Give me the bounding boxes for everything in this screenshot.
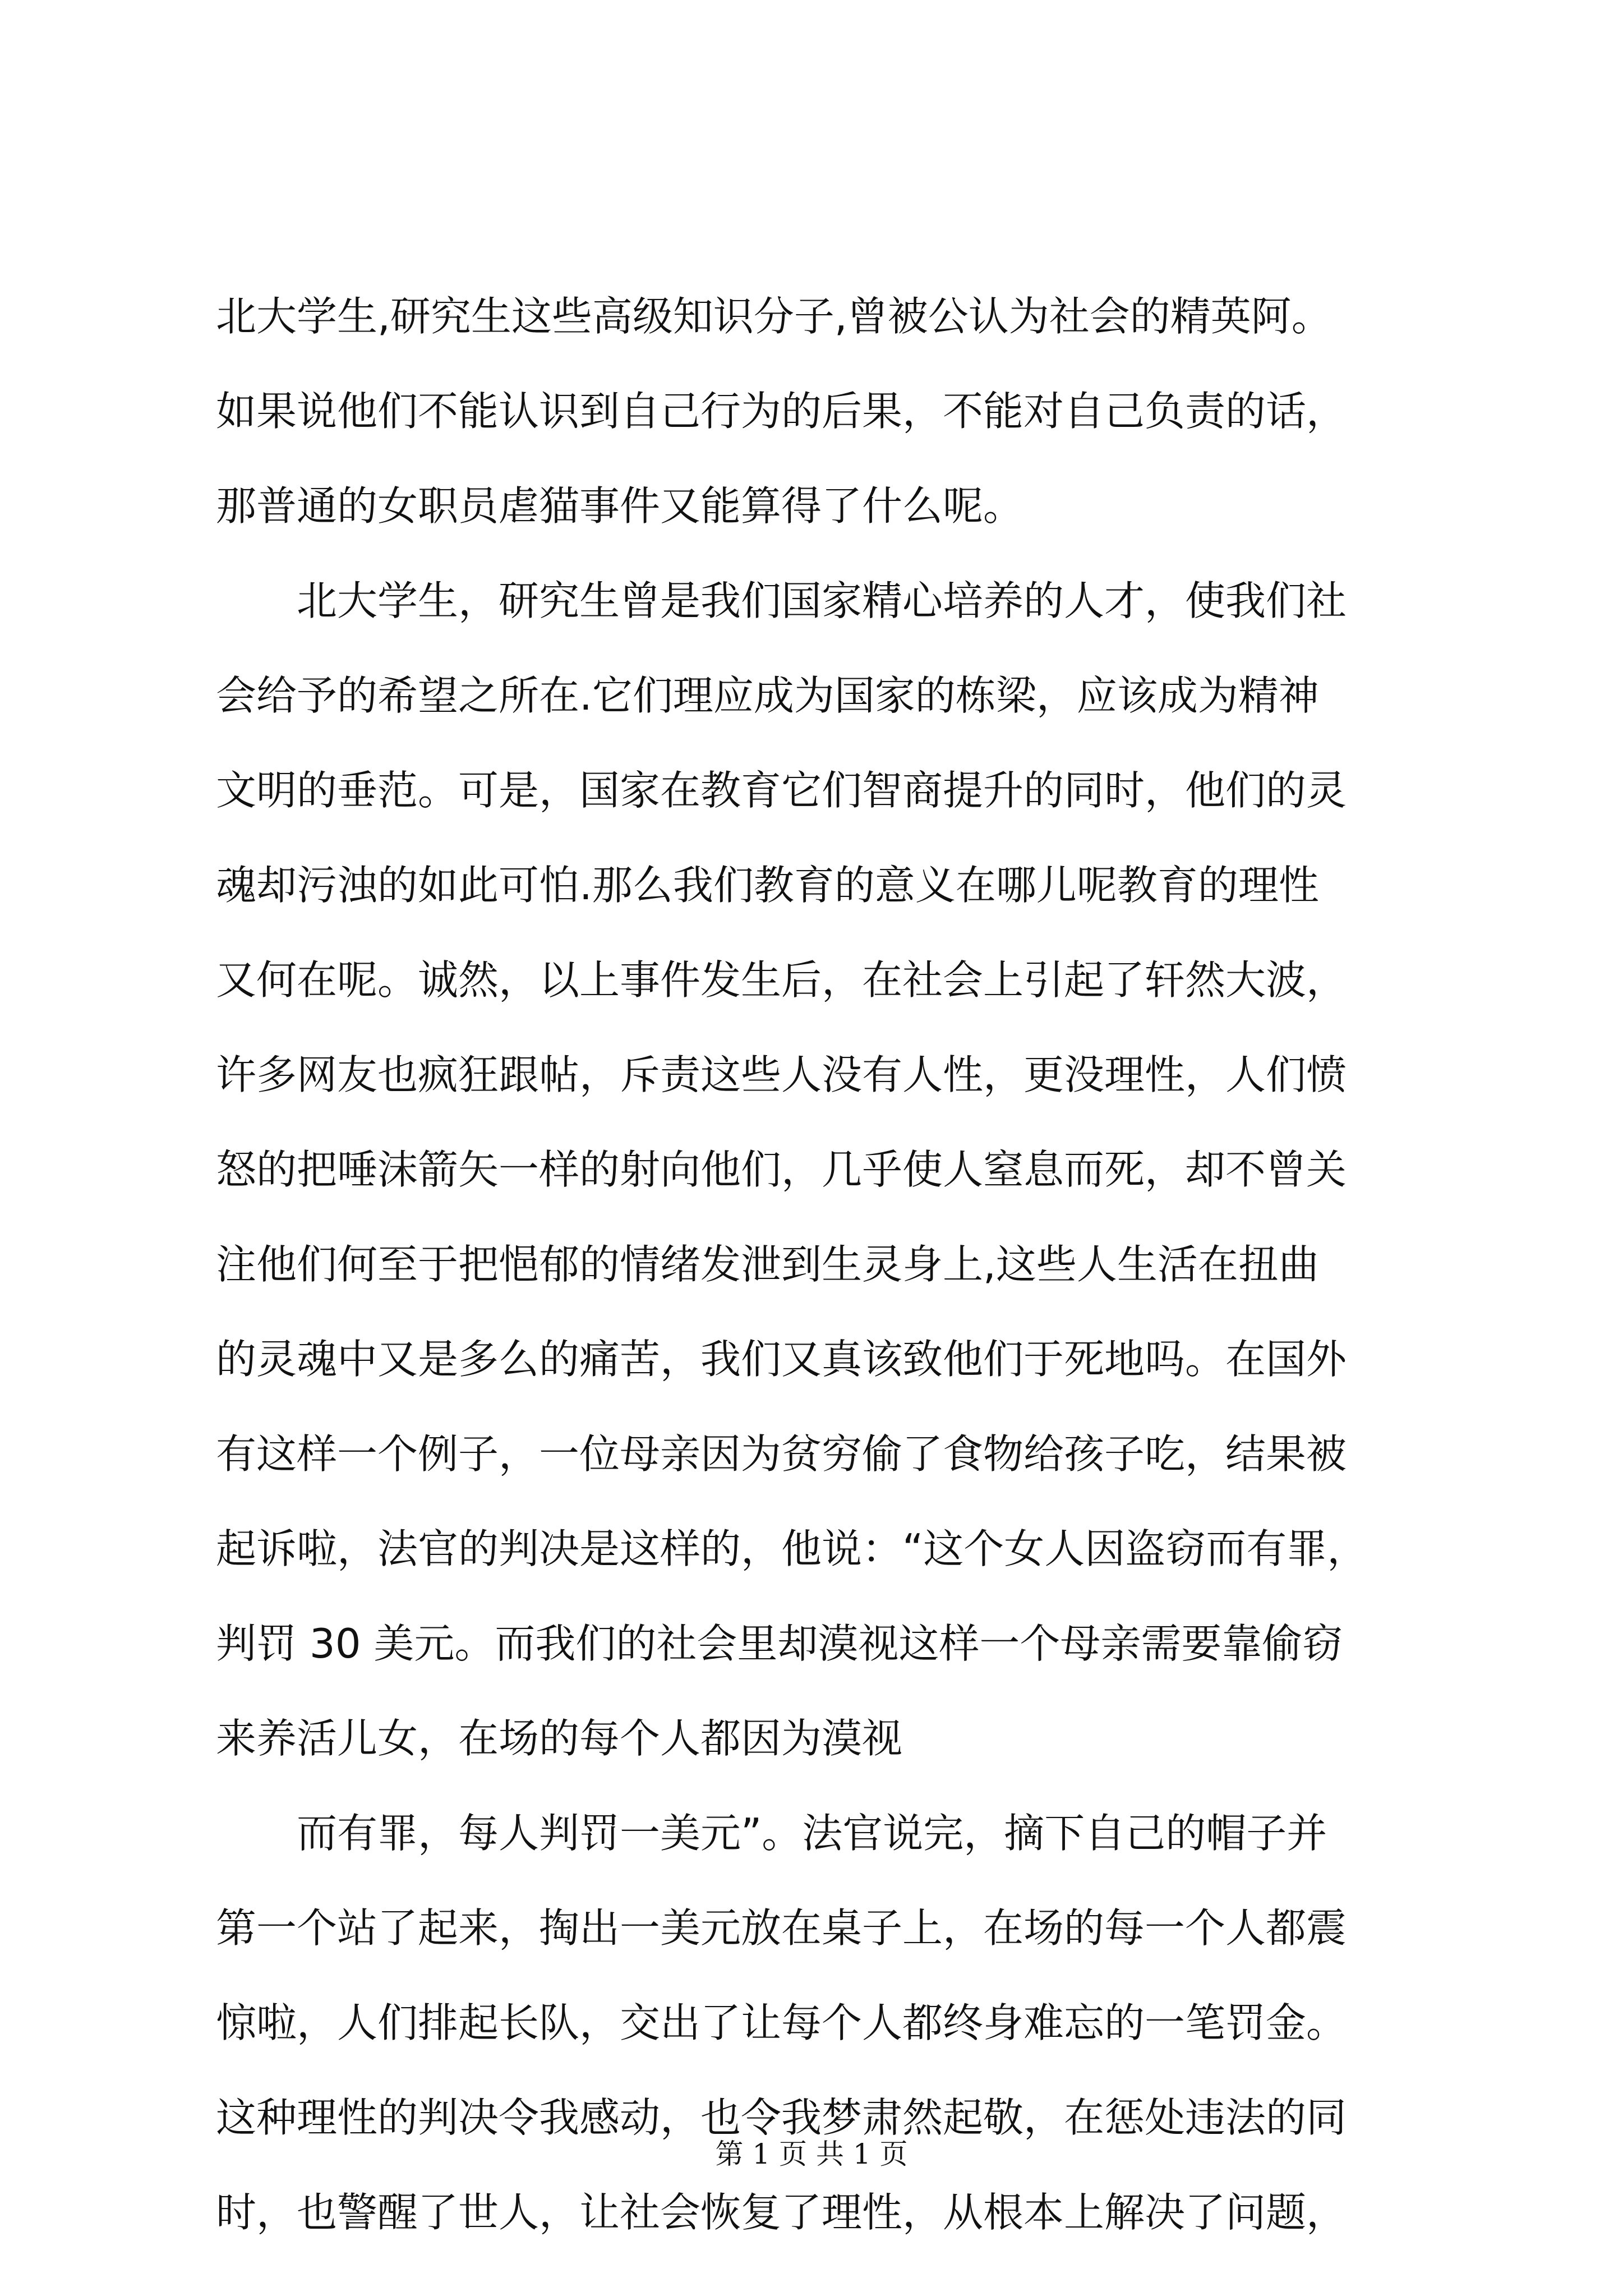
text-line: 有这样一个例子，一位母亲因为贫穷偷了食物给孩子吃，结果被: [216, 1430, 1347, 1478]
text-line: 北大学生,研究生这些高级知识分子,曾被公认为社会的精英阿。: [216, 293, 1332, 340]
text-line: 时，也警醒了世人，让社会恢复了理性，从根本上解决了问题，: [216, 2189, 1347, 2236]
text-line: 惊啦，人们排起长队，交出了让每个人都终身难忘的一笔罚金。: [216, 1999, 1347, 2046]
text-line: 来养活儿女，在场的每个人都因为漠视: [216, 1715, 903, 1762]
text-line: 怒的把唾沫箭矢一样的射向他们，几乎使人窒息而死，却不曾关: [216, 1146, 1347, 1193]
text-line: 起诉啦，法官的判决是这样的，他说：“这个女人因盗窃而有罪，: [216, 1525, 1368, 1572]
text-line: 文明的垂范。可是，国家在教育它们智商提升的同时，他们的灵: [216, 767, 1347, 814]
text-line: 会给予的希望之所在.它们理应成为国家的栋梁，应该成为精神: [216, 672, 1319, 719]
text-line: 注他们何至于把悒郁的情绪发泄到生灵身上,这些人生活在扭曲: [216, 1241, 1319, 1288]
text-line: 判罚 30 美元。而我们的社会里却漠视这样一个母亲需要靠偷窃: [216, 1620, 1343, 1667]
paragraph-start-line: 北大学生，研究生曾是我们国家精心培养的人才，使我们社: [297, 577, 1347, 624]
page-footer: 第 1 页 共 1 页: [715, 2138, 908, 2170]
text-line: 又何在呢。诚然，以上事件发生后，在社会上引起了轩然大波，: [216, 956, 1347, 1004]
text-line: 如果说他们不能认识到自己行为的后果，不能对自己负责的话，: [216, 388, 1347, 435]
text-line: 那普通的女职员虐猫事件又能算得了什么呢。: [216, 482, 1024, 530]
paragraph-start-line: 而有罪，每人判罚一美元”。法官说完，摘下自己的帽子并: [297, 1810, 1327, 1857]
text-line: 许多网友也疯狂跟帖，斥责这些人没有人性，更没理性，人们愤: [216, 1051, 1347, 1098]
text-line: 的灵魂中又是多么的痛苦，我们又真该致他们于死地吗。在国外: [216, 1336, 1347, 1383]
text-line: 这种理性的判决令我感动，也令我梦肃然起敬，在惩处违法的同: [216, 2094, 1347, 2141]
document-body: [216, 269, 1416, 2260]
text-line: 魂却污浊的如此可怕.那么我们教育的意义在哪儿呢教育的理性: [216, 862, 1319, 909]
text-line: 第一个站了起来，掏出一美元放在桌子上，在场的每一个人都震: [216, 1904, 1347, 1952]
